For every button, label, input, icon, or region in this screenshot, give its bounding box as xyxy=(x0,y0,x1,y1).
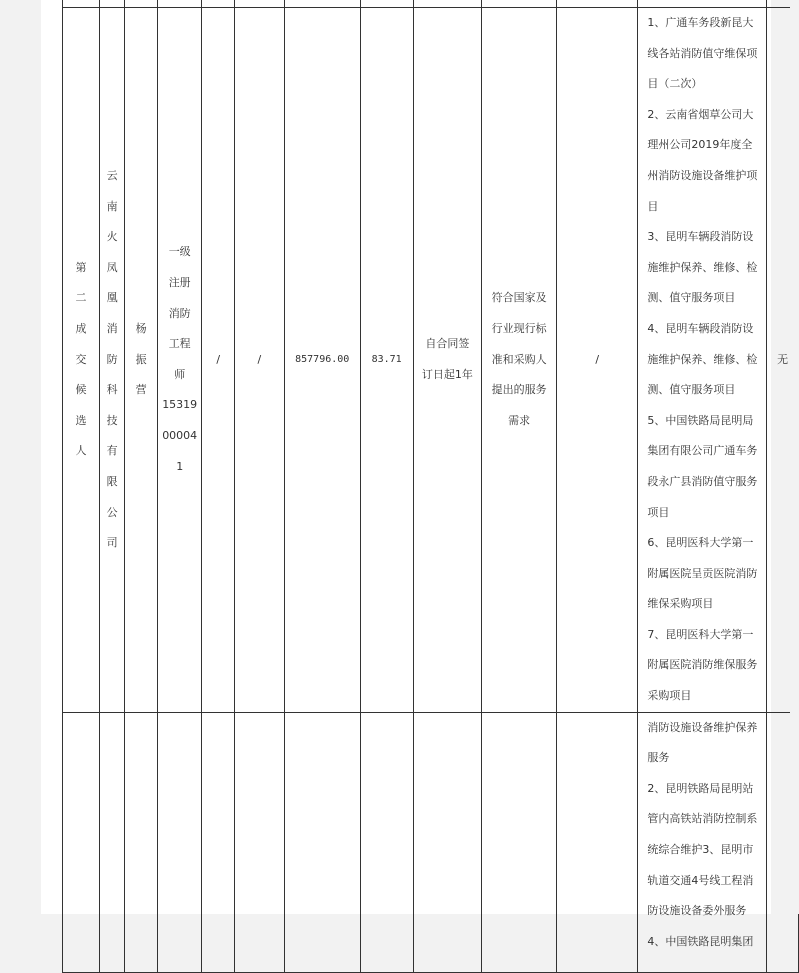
project-item: 2、云南省烟草公司大理州公司2019年度全州消防设施设备维护项目 xyxy=(647,107,758,213)
col11-cell: / xyxy=(557,8,638,713)
candidate-table xyxy=(62,0,799,973)
company-cell: 云 南 火 凤 凰 消 防 科 技 有 限 公 司 xyxy=(99,8,124,713)
project-item: 5、中国铁路局昆明局集团有限公司广通车务段永广县消防值守服务项目 xyxy=(647,413,758,519)
person-cell: 杨 振 营 xyxy=(125,8,158,713)
standard-cell: 符合国家及 行业现行标 准和采购人 提出的服务 需求 xyxy=(482,8,557,713)
score-cell: 83.71 xyxy=(360,8,413,713)
rank-cell: 第 二 成 交 候 选 人 xyxy=(63,8,100,713)
right-gutter xyxy=(790,0,799,914)
qualification-cell: 一级 注册 消防 工程 师 15319 00004 1 xyxy=(158,8,202,713)
project-item: 7、昆明医科大学第一附属医院消防维保服务采购项目 xyxy=(647,627,758,703)
document-page xyxy=(41,0,789,948)
table-row-second-candidate xyxy=(63,8,799,713)
project-item: 1、广通车务段新昆大线各站消防值守维保项目（二次） xyxy=(647,16,758,91)
projects-cell-next: 消防设施设备维护保养服务 2、昆明铁路局昆明站管内高铁站消防控制系统综合维护3、昆明市轨道交通4号线工程消防设施设备委外服务 4、中国铁路昆明集团 xyxy=(638,712,767,972)
term-cell: 自合同签 订日起1年 xyxy=(413,8,482,713)
project-item: 3、昆明车辆段消防设施维护保养、维修、检测、值守服务项目 xyxy=(647,230,758,305)
price-cell: 857796.00 xyxy=(284,8,360,713)
top-row-fragment xyxy=(63,0,799,8)
table-row-third-candidate xyxy=(63,712,799,972)
remark-cell: 无 xyxy=(767,8,799,713)
col5-cell: / xyxy=(202,8,235,713)
projects-cell xyxy=(638,8,767,713)
project-item: 4、昆明车辆段消防设施维护保养、维修、检测、值守服务项目 xyxy=(647,321,758,397)
col6-cell: / xyxy=(235,8,285,713)
project-item: 6、昆明医科大学第一附属医院呈贡医院消防维保采购项目 xyxy=(647,536,758,611)
